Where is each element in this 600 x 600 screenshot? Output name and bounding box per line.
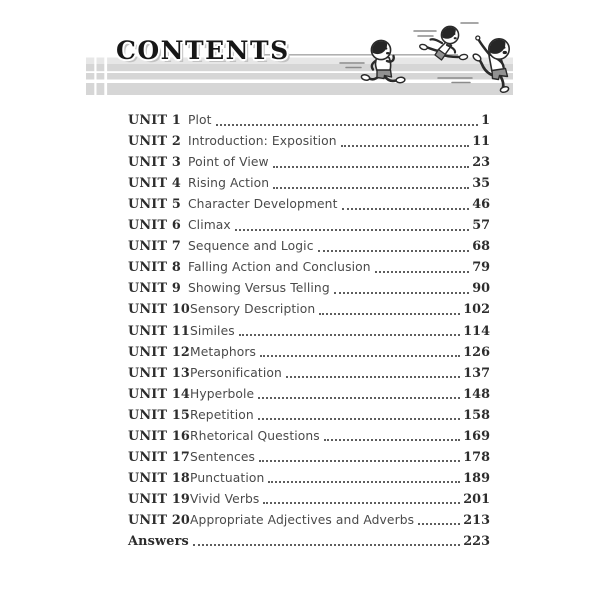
toc-row-page-number: 137 (463, 365, 490, 381)
toc-row (128, 382, 490, 403)
toc-row (128, 424, 490, 445)
toc-row (128, 508, 490, 529)
toc-row-page-number: 46 (472, 197, 490, 213)
toc-row-label: Answers (128, 533, 189, 549)
toc-row-page-number: 68 (472, 239, 490, 255)
dot-leader (239, 334, 461, 336)
toc-row-page-number: 178 (463, 449, 490, 465)
toc-row-label: UNIT 5 (128, 197, 181, 213)
toc-row (128, 445, 490, 466)
toc-row-page-number: 11 (472, 134, 490, 150)
toc-row-title: Sequence and Logic (188, 239, 314, 254)
page-title: CONTENTS (116, 36, 290, 65)
dot-leader (260, 355, 460, 357)
toc-row (128, 403, 490, 424)
dot-leader (259, 460, 460, 462)
toc-row-title: Climax (188, 218, 231, 233)
toc-row-label: UNIT 10 (128, 302, 191, 318)
toc-row-title: Vivid Verbs (190, 491, 260, 506)
toc-row-title: Sentences (190, 449, 256, 464)
toc-row (128, 129, 490, 150)
toc-row-label: UNIT 4 (128, 176, 181, 192)
toc-row-page-number: 114 (463, 323, 490, 339)
toc-row-title: Rhetorical Questions (190, 428, 320, 443)
toc-row-title: Rising Action (188, 176, 270, 191)
toc-row-label: UNIT 13 (128, 365, 191, 381)
toc-row-label: UNIT 8 (128, 260, 181, 276)
toc-row-page-number: 158 (463, 407, 490, 423)
toc-row-title: Sensory Description (190, 302, 316, 317)
toc-row-title: Plot (188, 113, 212, 128)
toc-row-label: UNIT 7 (128, 239, 181, 255)
toc-row-title: Showing Versus Telling (188, 281, 330, 296)
toc-row (128, 150, 490, 171)
toc-row-page-number: 35 (472, 176, 490, 192)
toc-row-label: UNIT 6 (128, 218, 181, 234)
toc-row-label: UNIT 15 (128, 407, 191, 423)
toc-row-title: Introduction: Exposition (188, 134, 337, 149)
toc-row (128, 255, 490, 276)
toc-row-label: UNIT 11 (128, 323, 191, 339)
toc-row (128, 234, 490, 255)
toc-row-label: UNIT 20 (128, 512, 191, 528)
toc-row-label: UNIT 18 (128, 470, 191, 486)
toc-row-page-number: 189 (463, 470, 490, 486)
toc-row (128, 361, 490, 382)
toc-row-label: UNIT 16 (128, 428, 191, 444)
toc-row-title: Hyperbole (190, 386, 255, 401)
toc-row-label: UNIT 14 (128, 386, 191, 402)
toc-row-title: Falling Action and Conclusion (188, 260, 371, 275)
dot-leader (235, 229, 469, 231)
toc-row-title: Point of View (188, 155, 269, 170)
toc-row-label: UNIT 12 (128, 344, 191, 360)
toc-row (128, 192, 490, 213)
toc-row-title: Similes (190, 323, 235, 338)
toc-row-label: UNIT 19 (128, 491, 191, 507)
dot-leader (273, 166, 470, 168)
toc-row-page-number: 148 (463, 386, 490, 402)
track-and-runners-graphic (0, 0, 600, 112)
dot-leader (268, 481, 460, 483)
header-illustration (0, 0, 600, 112)
toc-row-page-number: 102 (463, 302, 490, 318)
toc-row (128, 487, 490, 508)
dot-leader (319, 313, 460, 315)
toc-row-title: Repetition (190, 407, 254, 422)
dot-leader (263, 502, 460, 504)
dot-leader (216, 124, 479, 126)
dot-leader (341, 145, 470, 147)
toc-row (128, 213, 490, 234)
dot-leader (418, 523, 460, 525)
toc-row (128, 297, 490, 318)
toc-row-label: UNIT 9 (128, 281, 181, 297)
toc-row-label: UNIT 3 (128, 155, 181, 171)
toc-row (128, 276, 490, 297)
toc-row-page-number: 57 (472, 218, 490, 234)
toc-row (128, 529, 490, 550)
toc-row-page-number: 169 (463, 428, 490, 444)
toc-row (128, 466, 490, 487)
toc-row-page-number: 223 (463, 533, 490, 549)
toc-row-page-number: 213 (463, 512, 490, 528)
toc-row-page-number: 126 (463, 344, 490, 360)
dot-leader (342, 208, 470, 210)
toc-row-page-number: 90 (472, 281, 490, 297)
toc-row (128, 318, 490, 339)
toc-row-page-number: 23 (472, 155, 490, 171)
toc-row-title: Appropriate Adjectives and Adverbs (190, 512, 415, 527)
toc-list (128, 108, 490, 550)
toc-row-label: UNIT 1 (128, 113, 181, 129)
toc-row-title: Metaphors (190, 344, 257, 359)
dot-leader (324, 439, 461, 441)
toc-row-page-number: 201 (463, 491, 490, 507)
toc-row (128, 171, 490, 192)
toc-row-label: UNIT 2 (128, 134, 181, 150)
dot-leader (258, 418, 461, 420)
dot-leader (318, 250, 470, 252)
toc-row-title: Punctuation (190, 470, 265, 485)
toc-row-label: UNIT 17 (128, 449, 191, 465)
dot-leader (258, 397, 460, 399)
toc-row-title: Character Development (188, 197, 338, 212)
dot-leader (375, 271, 470, 273)
toc-row-title: Personification (190, 365, 282, 380)
toc-row (128, 108, 490, 129)
toc-row (128, 340, 490, 361)
dot-leader (334, 292, 469, 294)
dot-leader (286, 376, 460, 378)
toc-row-page-number: 79 (472, 260, 490, 276)
toc-row-page-number: 1 (481, 113, 490, 129)
dot-leader (273, 187, 469, 189)
dot-leader (193, 544, 460, 546)
